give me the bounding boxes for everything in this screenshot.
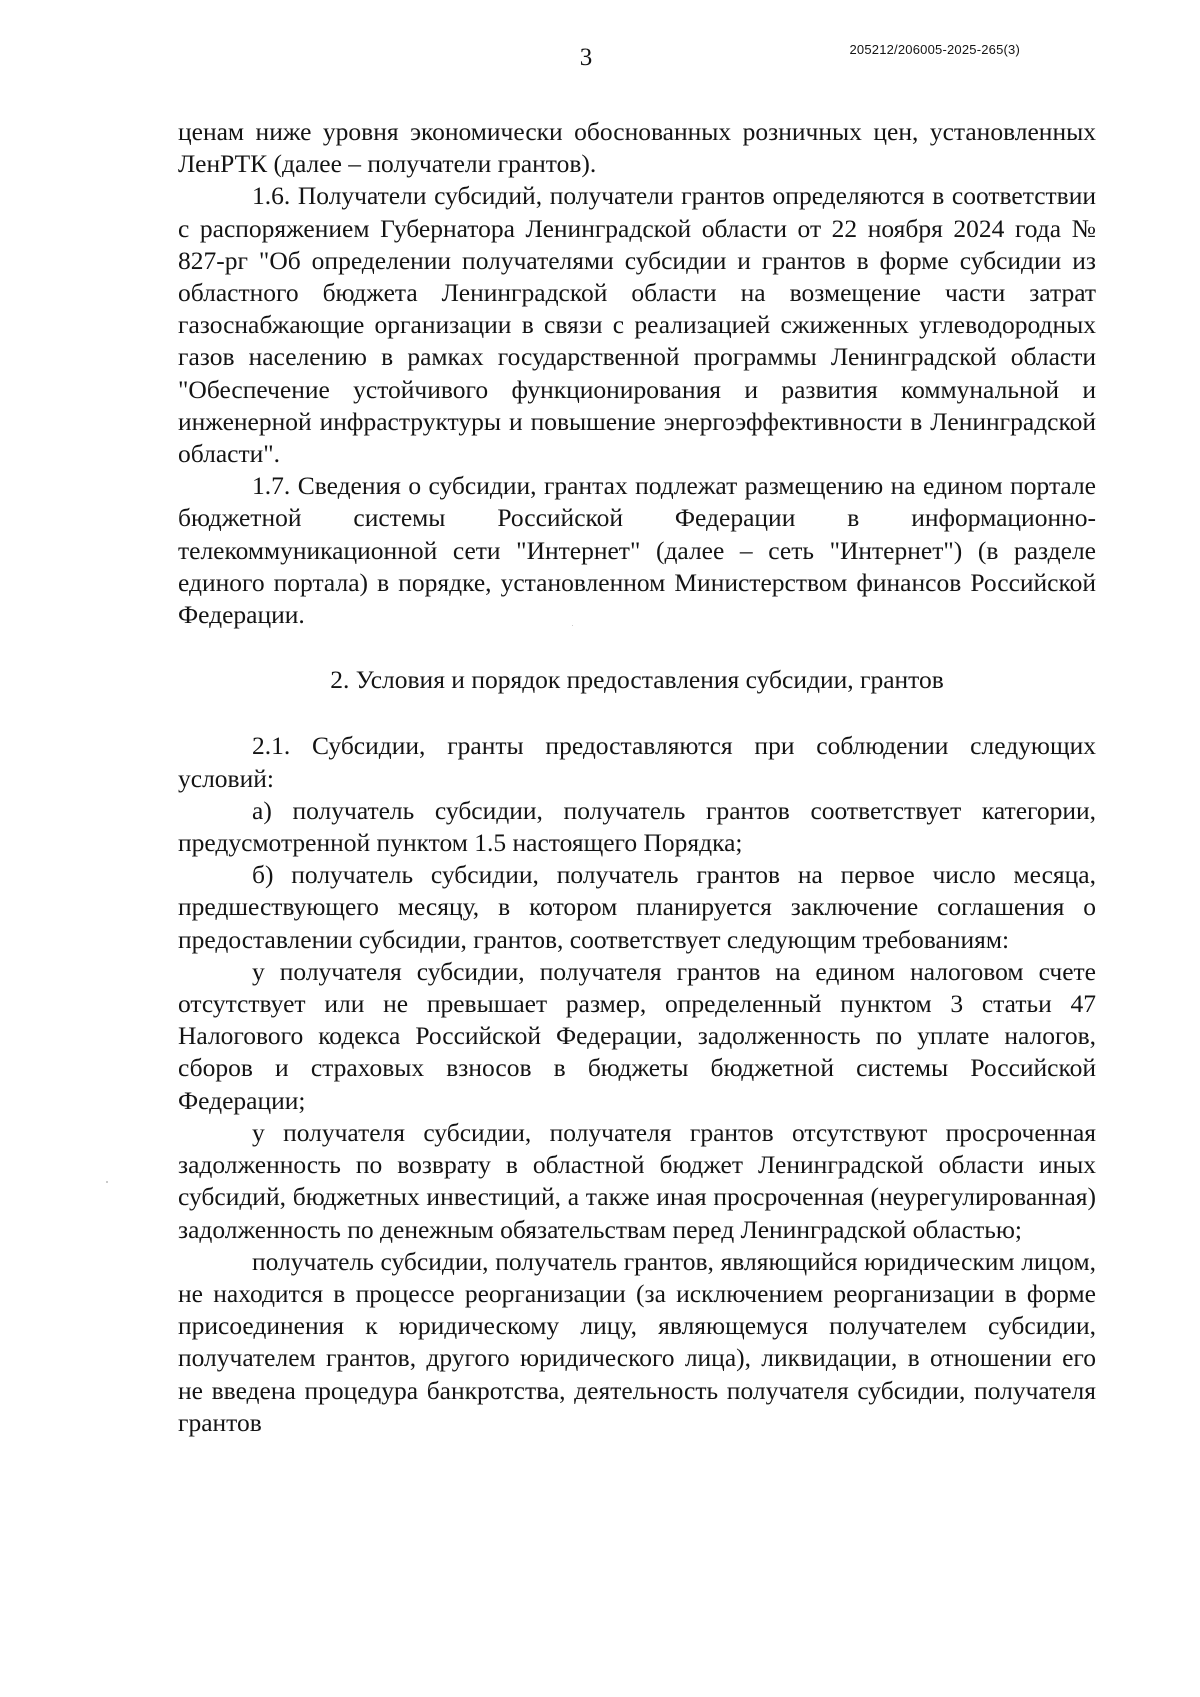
paragraph-item-a: а) получатель субсидии, получатель грантов соответствует категории, предусмотренной пунктом 1.5 настоящего Порядка; — [178, 795, 1096, 858]
paragraph-overdue-debt: у получателя субсидии, получателя грантов отсутствуют просроченная задолженность по возврату в областной бюджет Ленинградской области иных субсидий, бюджетных инвестиций, а также иная просроченная (неурегулированная) задолженность по денежным обязательствам перед Ленинградской областью; — [178, 1117, 1096, 1244]
document-body — [178, 116, 1096, 1439]
page-number: 3 — [579, 44, 593, 71]
paragraph-1-7: 1.7. Сведения о субсидии, грантах подлежат размещению на едином портале бюджетной системы Российской Федерации в информационно-телекоммуникационной сети "Интернет" (далее – сеть "Интернет") (в разделе единого портала) в порядке, установленном Министерством финансов Российской Федерации. — [178, 471, 1096, 630]
paragraph-tax-debt: у получателя субсидии, получателя грантов на едином налоговом счете отсутствует или не превышает размер, определенный пунктом 3 статьи 47 Налогового кодекса Российской Федерации, задолженность по уплате налогов, сборов и страховых взносов в бюджеты бюджетной системы Российской Федерации; — [178, 956, 1096, 1115]
paragraph-item-b: б) получатель субсидии, получатель грантов на первое число месяца, предшествующего месяцу, в котором планируется заключение соглашения о предоставлении субсидии, грантов, соответствует следующим требованиям: — [178, 860, 1096, 954]
scan-speck — [106, 1181, 108, 1183]
paragraph-1-6: 1.6. Получатели субсидий, получатели грантов определяются в соответствии с распоряжением Губернатора Ленинградской области от 22 ноября 2024 года № 827-рг "Об определении получателями субсидии и грантов в форме субсидии из областного бюджета Ленинградской области на возмещение части затрат газоснабжающие организации в связи с реализацией сжиженных углеводородных газов населению в рамках государственной программы Ленинградской области "Обеспечение устойчивого функционирования и развития коммунальной и инженерной инфраструктуры и повышение энергоэффективности в Ленинградской области". — [178, 181, 1096, 469]
paragraph-2-1: 2.1. Субсидии, гранты предоставляются при соблюдении следующих условий: — [178, 731, 1096, 793]
document-id: 205212/206005-2025-265(3) — [849, 42, 1020, 57]
paragraph-legal-entity: получатель субсидии, получатель грантов, являющийся юридическим лицом, не находится в процессе реорганизации (за исключением реорганизации в форме присоединения к юридическому лицу, являющемуся получателем субсидии, получателем грантов, другого юридического лица), ликвидации, в отношении его не введена процедура банкротства, деятельность получателя субсидии, получателя грантов — [178, 1246, 1096, 1437]
paragraph-continuation: ценам ниже уровня экономически обоснованных розничных цен, установленных ЛенРТК (далее – получатели грантов). — [178, 117, 1096, 179]
section-heading: 2. Условия и порядок предоставления субсидии, грантов — [330, 665, 944, 695]
